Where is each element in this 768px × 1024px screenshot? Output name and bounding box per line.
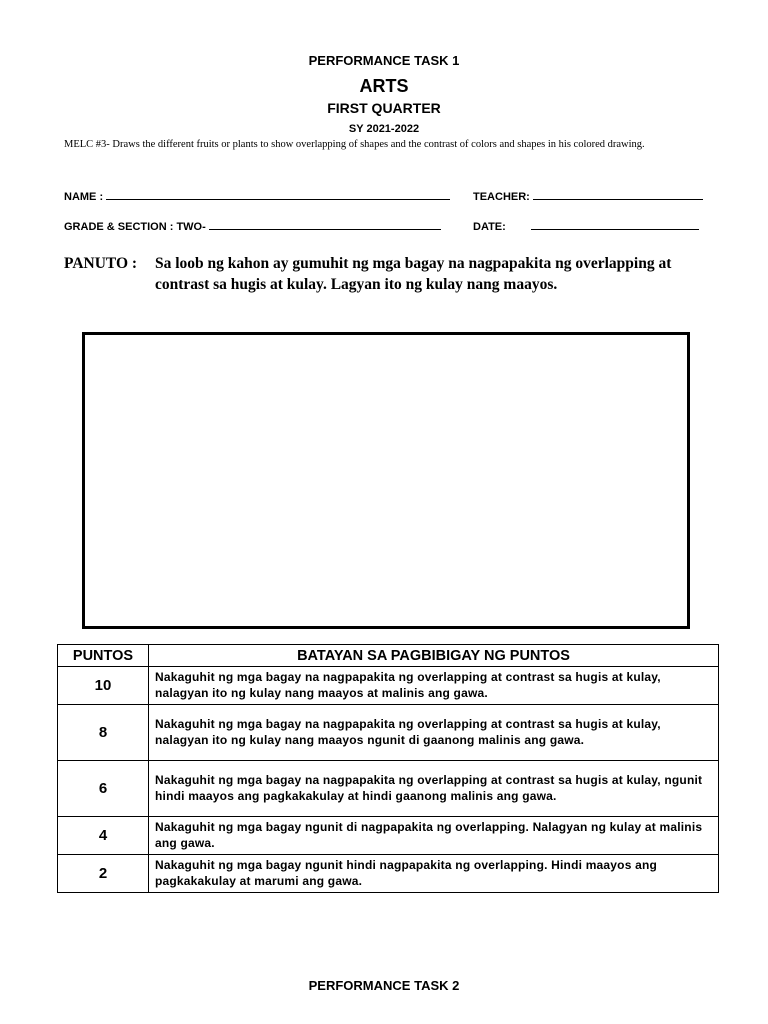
subject-title: ARTS [359, 76, 409, 96]
school-year: SY 2021-2022 [348, 123, 420, 135]
table-row [58, 817, 719, 855]
melc-text: MELC #3- Draws the different fruits or plants to show overlapping of shapes and the contrast of colors and shapes in his colored drawing. [64, 139, 645, 150]
row-points: 6 [58, 761, 149, 817]
grade-section-field[interactable] [64, 218, 441, 233]
teacher-field[interactable] [473, 188, 703, 203]
panuto-label: PANUTO : [64, 255, 138, 272]
rubric-table [57, 644, 719, 893]
row-description: Nakaguhit ng mga bagay ngunit di nagpapakita ng overlapping. Nalagyan ng kulay at malinis ang gawa. [149, 817, 719, 855]
grade-section-line [209, 218, 441, 230]
table-row [58, 667, 719, 705]
name-line [106, 188, 450, 200]
row-description: Nakaguhit ng mga bagay ngunit hindi nagpapakita ng overlapping. Hindi maayos ang pagkakakulay at marumi ang gawa. [149, 855, 719, 893]
date-line [531, 218, 699, 230]
quarter-title: FIRST QUARTER [327, 100, 441, 116]
row-points: 4 [58, 817, 149, 855]
date-field[interactable] [473, 218, 699, 233]
panuto-text: Sa loob ng kahon ay gumuhit ng mga bagay na nagpapakita ng overlapping at contrast sa hugis at kulay. Lagyan ito ng kulay nang maayos. [155, 255, 672, 293]
drawing-box[interactable] [82, 332, 690, 629]
row-description: Nakaguhit ng mga bagay na nagpapakita ng overlapping at contrast sa hugis at kulay, nalagyan ito ng kulay nang maayos ngunit di gaanong malinis ang gawa. [149, 705, 719, 761]
row-description: Nakaguhit ng mga bagay na nagpapakita ng overlapping at contrast sa hugis at kulay, nalagyan ito ng kulay nang maayos at malinis ang gawa. [149, 667, 719, 705]
date-label: DATE: [473, 221, 506, 233]
table-row [58, 761, 719, 817]
points-header: PUNTOS [58, 645, 149, 667]
criteria-header: BATAYAN SA PAGBIBIGAY NG PUNTOS [149, 645, 719, 667]
row-points: 8 [58, 705, 149, 761]
row-points: 2 [58, 855, 149, 893]
next-task-title: PERFORMANCE TASK 2 [308, 978, 460, 993]
row-description: Nakaguhit ng mga bagay na nagpapakita ng overlapping at contrast sa hugis at kulay, ngunit hindi maayos ang pagkakakulay at hindi gaanong malinis ang gawa. [149, 761, 719, 817]
rubric-header-row [58, 645, 719, 667]
task-title: PERFORMANCE TASK 1 [308, 53, 460, 68]
grade-section-label: GRADE & SECTION : TWO- [64, 221, 206, 233]
teacher-label: TEACHER: [473, 191, 530, 203]
teacher-line [533, 188, 703, 200]
table-row [58, 855, 719, 893]
row-points: 10 [58, 667, 149, 705]
name-field[interactable] [64, 188, 450, 203]
name-label: NAME : [64, 191, 104, 203]
table-row [58, 705, 719, 761]
